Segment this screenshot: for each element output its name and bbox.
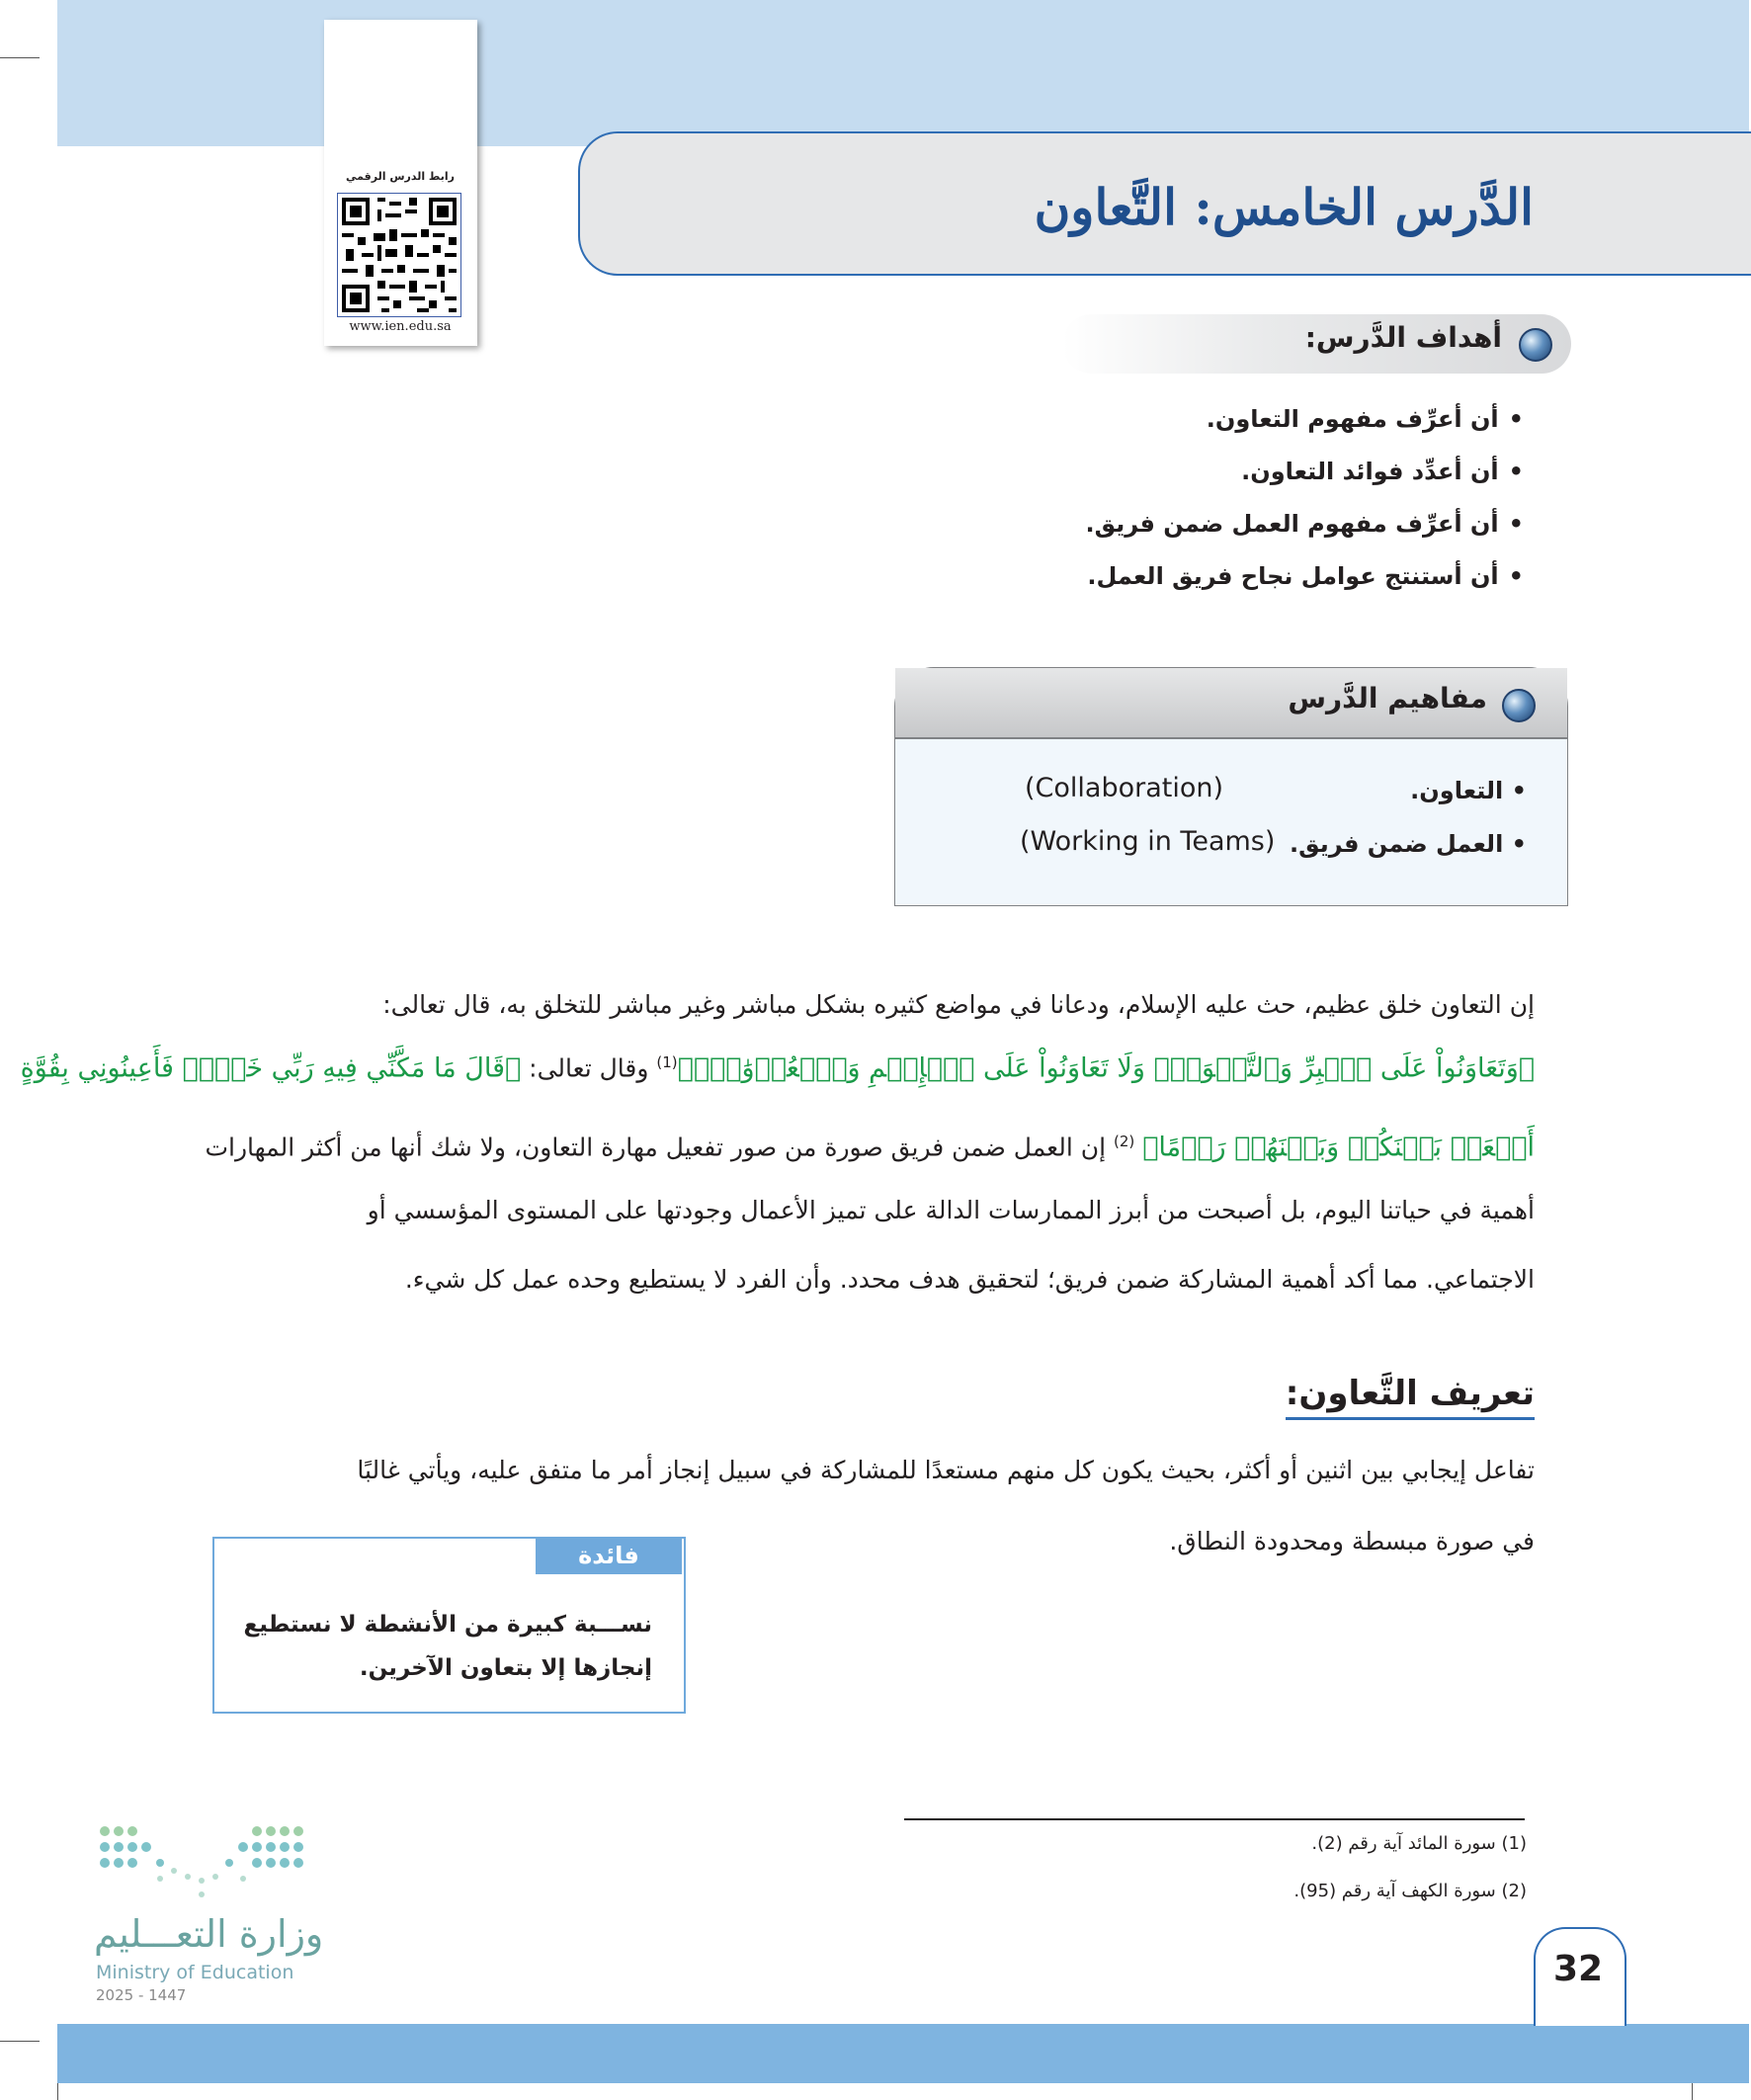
concept-en: (Collaboration) — [1025, 773, 1224, 803]
lesson-title: الدَّرس الخامس: التَّعاون — [1034, 178, 1534, 236]
page-number: 32 — [1552, 1949, 1604, 1989]
concept-ar: • التعاون. — [1410, 777, 1527, 804]
qr-label: رابط الدرس الرقمي — [346, 170, 455, 183]
footnote: (1) سورة المائد آية رقم (2). — [1311, 1833, 1527, 1854]
bullet-ball-icon — [1502, 689, 1536, 722]
concepts-title: مفاهيم الدَّرس — [1288, 682, 1487, 714]
intro-text: إن العمل ضمن فريق صورة من صور تفعيل مهارة التعاون، ولا شك أنها من أكثر المهارات — [205, 1133, 1107, 1162]
intro-line-4: الاجتماعي. مما أكد أهمية المشاركة ضمن فريق؛ لتحقيق هدف محدد. وأن الفرد لا يستطيع وحده عمل كل شيء. — [404, 1265, 1535, 1294]
definition-line-1: تفاعل إيجابي بين اثنين أو أكثر، بحيث يكون كل منهم مستعدًا للمشاركة في سبيل إنجاز أمر ما متفق عليه، ويأتي غالبًا — [357, 1456, 1535, 1484]
goal-item: •أن أعرِّف مفهوم التعاون. — [1206, 405, 1524, 433]
intro-line-2 — [205, 1122, 1535, 1167]
definition-title: تعريف التَّعاون: — [1286, 1374, 1535, 1420]
footnote-ref: (2) — [1114, 1133, 1135, 1150]
footer-band — [57, 2024, 1749, 2083]
benefit-line: إنجازها إلا بتعاون الآخرين. — [359, 1655, 652, 1681]
header-band — [57, 0, 1749, 146]
goal-item: •أن أعدِّد فوائد التعاون. — [1241, 458, 1524, 485]
qr-url[interactable]: www.ien.edu.sa — [349, 319, 452, 334]
benefit-text — [227, 1603, 652, 1690]
quran-verse-1: ﴿وَتَعَاوَنُواْ عَلَى ٱلۡبِرِّ وَٱلتَّقۡوَىٰۖ وَلَا تَعَاوَنُواْ عَلَى ٱلۡإِثۡمِ وَٱلۡعُدۡوَٰنِۚ﴾ — [677, 1052, 1535, 1084]
ministry-name-en: Ministry of Education — [96, 1962, 294, 1983]
footnote-divider — [904, 1818, 1525, 1820]
ministry-year: 2025 - 1447 — [96, 1986, 187, 2004]
crop-mark — [0, 57, 40, 58]
quran-verse-2-end: أَجۡعَلۡ بَيۡنَكُمۡ وَبَيۡنَهُمۡ رَدۡمًا﴾ — [1142, 1132, 1535, 1163]
bullet-ball-icon — [1519, 328, 1552, 362]
goal-item: •أن أستنتج عوامل نجاح فريق العمل. — [1087, 562, 1524, 590]
intro-line-3: أهمية في حياتنا اليوم، بل أصبحت من أبرز الممارسات الدالة على تميز الأعمال وجودتها على المستوى المؤسسي أو — [367, 1196, 1535, 1224]
footnote: (2) سورة الكهف آية رقم (95). — [1293, 1881, 1527, 1901]
intro-line-1: إن التعاون خلق عظيم، حث عليه الإسلام، ودعانا في مواضع كثيره بشكل مباشر وغير مباشر للتخلق به، قال تعالى: — [382, 990, 1535, 1019]
footnote-ref: (1) — [656, 1053, 678, 1071]
benefit-tab: فائدة — [536, 1537, 682, 1574]
goal-item: •أن أعرِّف مفهوم العمل ضمن فريق. — [1085, 510, 1524, 538]
definition-line-2: في صورة مبسطة ومحدودة النطاق. — [1169, 1527, 1535, 1555]
ministry-name-ar: وزارة التعـــليم — [94, 1912, 324, 1956]
concept-ar: • العمل ضمن فريق. — [1290, 830, 1527, 858]
crop-mark — [0, 2041, 40, 2042]
said-text: وقال تعالى: — [529, 1053, 649, 1083]
goals-title: أهداف الدَّرس: — [1304, 321, 1502, 354]
concept-en: (Working in Teams) — [1020, 826, 1276, 857]
intro-line-verses — [20, 1043, 1535, 1088]
quran-verse-2: ﴿قَالَ مَا مَكَّنِّي فِيهِ رَبِّي خَيۡرٞ فَأَعِينُونِي بِقُوَّةٍ — [20, 1052, 522, 1084]
ministry-logo-icon — [99, 1823, 311, 1906]
benefit-line: نســـبة كبيرة من الأنشطة لا نستطيع — [243, 1612, 652, 1638]
qr-code-icon[interactable] — [337, 193, 461, 317]
